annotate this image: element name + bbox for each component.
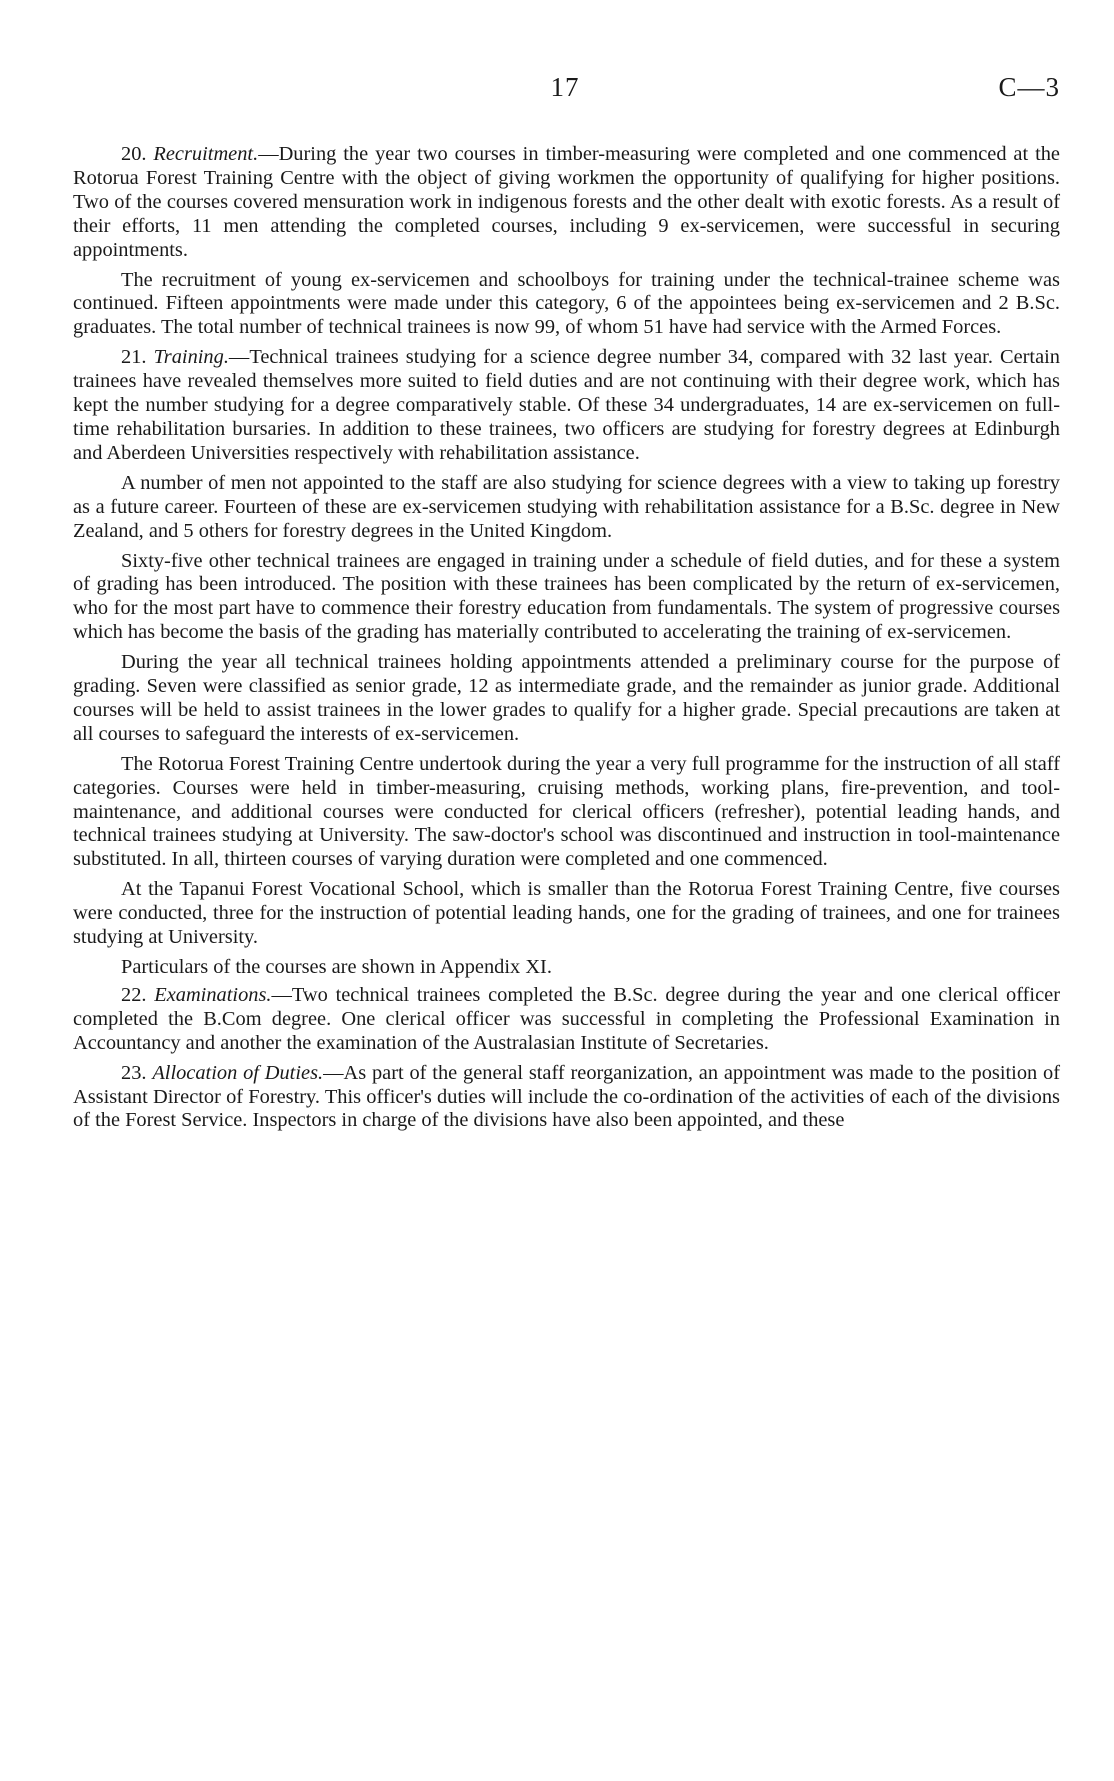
paragraph-grading-course xyxy=(73,651,1060,747)
document-code: C—3 xyxy=(998,72,1060,102)
page-number: 17 xyxy=(550,72,580,102)
paragraph-21-training xyxy=(73,346,1060,466)
section-heading: Recruitment. xyxy=(153,143,259,165)
paragraph-text: The recruitment of young ex-servicemen and schoolboys for training under the technical-trainee scheme was continued. Fifteen appointments were made under this category, 6 of the appointees being ex-servicemen and 2 B.Sc. graduates. The total number of technical trainees is now 99, of whom 51 have had service with the Armed Forces. xyxy=(73,268,1060,339)
body-text xyxy=(73,143,1060,1139)
paragraph-tapanui-school xyxy=(73,878,1060,950)
paragraph-text: —As part of the general staff reorganization, an appointment was made to the position of Assistant Director of Forestry. This officer's duties will include the co-ordination of the activities of each of the divisions of the Forest Service. Inspectors in charge of the divisions have also been appointed, and these xyxy=(73,1061,1061,1132)
paragraph-23-allocation-of-duties xyxy=(73,1062,1060,1134)
section-heading: Training. xyxy=(153,346,229,369)
paragraph-field-duties xyxy=(73,550,1060,646)
page-header xyxy=(70,72,1060,112)
paragraph-text: —Technical trainees studying for a science degree number 34, compared with 32 last year. Certain trainees have revealed themselves more suited to field duties and are not continuing with their degree work, which has kept the number studying for a degree comparatively stable. Of these 34 undergraduates, 14 are ex-servicemen on full-time rehabilitation bursaries. In addition to these trainees, two officers are studying for forestry degrees at Edinburgh and Aberdeen Universities respectively with rehabilitation assistance. xyxy=(73,346,1060,464)
paragraph-technical-trainee-recruitment xyxy=(73,269,1060,341)
section-heading: Examinations. xyxy=(154,983,272,1006)
paragraph-text: The Rotorua Forest Training Centre undertook during the year a very full programme for the instruction of all staff categories. Courses were held in timber-measuring, cruising methods, working plans, fire-prevention, and tool-maintenance, and additional courses were conducted for clerical officers (refresher), potential leading hands, and technical trainees studying at University. The saw-doctor's school was discontinued and instruction in tool-maintenance substituted. In all, thirteen courses of varying duration were completed and one commenced. xyxy=(73,752,1060,871)
section-number: 23. xyxy=(121,1061,147,1084)
paragraph-text: During the year all technical trainees holding appointments attended a preliminary course for the purpose of grading. Seven were classified as senior grade, 12 as intermediate grade, and the remainder as junior grade. Additional courses will be held to assist trainees in the lower grades to qualify for a higher grade. Special precautions are taken at all courses to safeguard the interests of ex-servicemen. xyxy=(73,651,1060,745)
section-number: 21. xyxy=(121,346,147,369)
paragraph-science-degrees xyxy=(73,472,1060,544)
section-number: 22. xyxy=(121,983,147,1006)
paragraph-text: Particulars of the courses are shown in Appendix XI. xyxy=(121,956,552,978)
paragraph-20-recruitment xyxy=(73,143,1060,263)
paragraph-text: At the Tapanui Forest Vocational School, which is smaller than the Rotorua Forest Training Centre, five courses were conducted, three for the instruction of potential leading hands, one for the grading of trainees, and one for trainees studying at University. xyxy=(73,878,1060,949)
section-heading: Allocation of Duties. xyxy=(152,1061,324,1084)
paragraph-appendix-reference xyxy=(73,956,1060,980)
paragraph-text: Sixty-five other technical trainees are engaged in training under a schedule of field duties, and for these a system of grading has been introduced. The position with these trainees has been complicated by the return of ex-servicemen, who for the most part have to commence their forestry education from fundamentals. The system of progressive courses which has become the basis of the grading has materially contributed to accelerating the training of ex-servicemen. xyxy=(73,549,1060,644)
section-number: 20. xyxy=(121,143,147,165)
paragraph-text: —Two technical trainees completed the B.Sc. degree during the year and one clerical officer completed the B.Com degree. One clerical officer was successful in completing the Professional Examination in Accountancy and another the examination of the Australasian Institute of Secretaries. xyxy=(73,983,1060,1054)
paragraph-rotorua-centre xyxy=(73,753,1060,873)
paragraph-22-examinations xyxy=(73,984,1060,1056)
paragraph-text: —During the year two courses in timber-measuring were completed and one commenced at the Rotorua Forest Training Centre with the object of giving workmen the opportunity of qualifying for higher positions. Two of the courses covered mensuration work in indigenous forests and the other dealt with exotic forests. As a result of their efforts, 11 men attending the completed courses, including 9 ex-servicemen, were successful in securing appointments. xyxy=(73,143,1060,261)
paragraph-text: A number of men not appointed to the staff are also studying for science degrees with a view to taking up forestry as a future career. Fourteen of these are ex-servicemen studying with rehabilitation assistance for a B.Sc. degree in New Zealand, and 5 others for forestry degrees in the United Kingdom. xyxy=(73,471,1060,542)
